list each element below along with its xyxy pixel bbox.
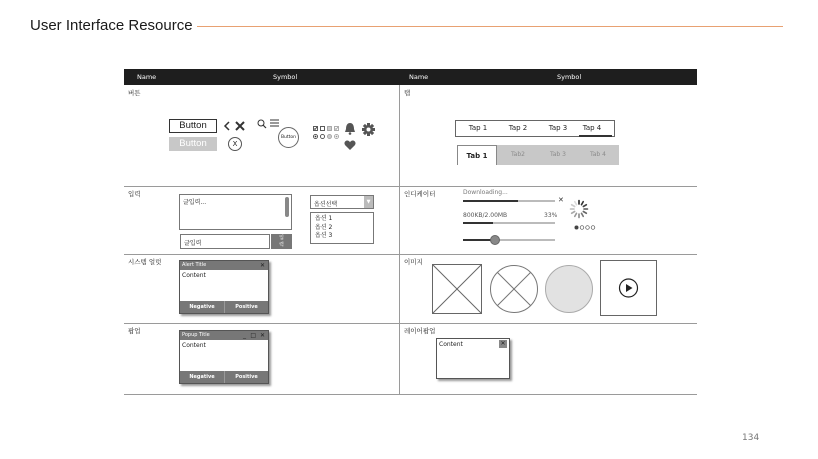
textarea-placeholder: 글입력... xyxy=(183,199,207,206)
outline-button[interactable]: Button xyxy=(169,119,217,133)
row-label-button: 버튼 xyxy=(128,89,141,97)
row-divider xyxy=(124,186,697,187)
row-label-input: 입력 xyxy=(128,190,141,198)
chevron-down-icon: ▼ xyxy=(364,196,373,208)
alert-button-bar xyxy=(180,301,268,313)
alert-content: Content xyxy=(182,272,206,279)
radio-icon[interactable] xyxy=(313,134,341,140)
row-label-image: 이미지 xyxy=(404,258,423,266)
textarea-scrollbar[interactable] xyxy=(285,197,289,217)
tab-2[interactable]: Tab2 xyxy=(511,151,525,158)
select-dropdown[interactable] xyxy=(310,195,374,209)
title-rule xyxy=(197,26,783,27)
filled-tab-bar xyxy=(457,145,619,165)
select-label: 옵션선택 xyxy=(314,201,338,208)
alert-title-bar xyxy=(180,261,268,270)
downloading-label: Downloading... xyxy=(463,189,508,196)
outline-tab-bar xyxy=(455,120,615,137)
row-divider xyxy=(124,323,697,324)
minimize-icon[interactable]: _ xyxy=(243,332,246,339)
tab-tap-2[interactable]: Tap 2 xyxy=(508,124,528,132)
text-input-field[interactable]: 글입력 xyxy=(180,234,270,249)
tab-4[interactable]: Tab 4 xyxy=(590,151,606,158)
row-divider xyxy=(124,254,697,255)
chevron-left-icon[interactable] xyxy=(222,121,232,131)
popup-title: Popup Title xyxy=(182,332,210,338)
gear-icon[interactable] xyxy=(362,123,375,136)
input-submit-button[interactable] xyxy=(271,234,292,249)
filled-button[interactable]: Button xyxy=(169,137,217,151)
option-item-2[interactable]: 옵션 2 xyxy=(315,223,333,231)
bell-icon[interactable] xyxy=(344,122,356,135)
active-tab-underline xyxy=(579,135,612,137)
popup-content: Content xyxy=(182,342,206,349)
popup-title-bar xyxy=(180,331,268,340)
tab-3[interactable]: Tab 3 xyxy=(550,151,566,158)
download-progress-fill xyxy=(463,200,518,202)
popup-button-bar xyxy=(180,371,268,383)
table-header-right xyxy=(399,69,697,85)
heart-icon[interactable] xyxy=(344,140,356,151)
option-item-1[interactable]: 옵션 1 xyxy=(315,215,333,222)
positive-button[interactable]: Positive xyxy=(224,301,268,313)
close-icon[interactable]: ✕ xyxy=(558,196,564,204)
maximize-icon[interactable]: □ xyxy=(250,332,256,339)
tab-tap-1[interactable]: Tap 1 xyxy=(468,124,488,132)
page-number: 134 xyxy=(742,433,760,443)
close-icon[interactable] xyxy=(235,121,245,131)
row-label-indicator: 인디케이터 xyxy=(404,190,436,198)
tab-tap-4[interactable]: Tap 4 xyxy=(582,124,602,132)
option-list xyxy=(310,212,374,244)
page-title: User Interface Resource xyxy=(30,17,193,34)
header-symbol: Symbol xyxy=(557,73,582,81)
row-divider xyxy=(124,394,697,395)
close-icon[interactable]: ✕ xyxy=(500,340,506,347)
circle-close-button[interactable]: X xyxy=(228,137,242,151)
image-placeholder-icon xyxy=(432,264,482,314)
layer-popup xyxy=(436,338,510,379)
tab-tap-3[interactable]: Tap 3 xyxy=(548,124,568,132)
popup-dialog xyxy=(179,330,269,384)
negative-button[interactable]: Negative xyxy=(189,374,215,380)
row-label-system-alert: 시스템 얼럿 xyxy=(128,258,162,266)
tab-1[interactable]: Tab 1 xyxy=(457,145,497,165)
row-label-popup: 팝업 xyxy=(128,327,141,335)
header-symbol: Symbol xyxy=(273,73,298,81)
search-icon[interactable] xyxy=(257,119,267,129)
row-label-tab: 탭 xyxy=(404,89,411,97)
layer-popup-content: Content xyxy=(439,341,463,348)
page-indicator-dots xyxy=(574,225,596,230)
negative-button[interactable]: Negative xyxy=(189,304,215,310)
video-placeholder xyxy=(600,260,657,316)
circle-image-placeholder-icon xyxy=(489,264,539,314)
close-icon[interactable]: ✕ xyxy=(259,332,265,339)
close-icon[interactable]: ✕ xyxy=(259,262,265,269)
size-progress-fill xyxy=(463,222,493,224)
alert-title: Alert Title xyxy=(182,262,207,268)
input-button-label: 입력 xyxy=(279,235,284,248)
row-label-layer-popup: 레이어팝업 xyxy=(404,327,436,335)
column-divider xyxy=(399,85,400,395)
positive-button[interactable]: Positive xyxy=(224,371,268,383)
loading-spinner-icon xyxy=(569,199,589,219)
header-name: Name xyxy=(137,73,157,81)
circle-button[interactable]: Button xyxy=(278,127,299,148)
menu-icon[interactable] xyxy=(270,119,279,127)
avatar-placeholder xyxy=(544,264,594,314)
download-percent-label: 33% xyxy=(544,212,558,219)
option-item-3[interactable]: 옵션 3 xyxy=(315,232,333,239)
table-header-left xyxy=(124,69,399,85)
checkbox-icon[interactable] xyxy=(313,126,341,131)
system-alert-dialog xyxy=(179,260,269,314)
download-size-label: 800KB/2.00MB xyxy=(463,212,508,219)
textarea-field[interactable] xyxy=(179,194,292,230)
header-name: Name xyxy=(409,73,429,81)
